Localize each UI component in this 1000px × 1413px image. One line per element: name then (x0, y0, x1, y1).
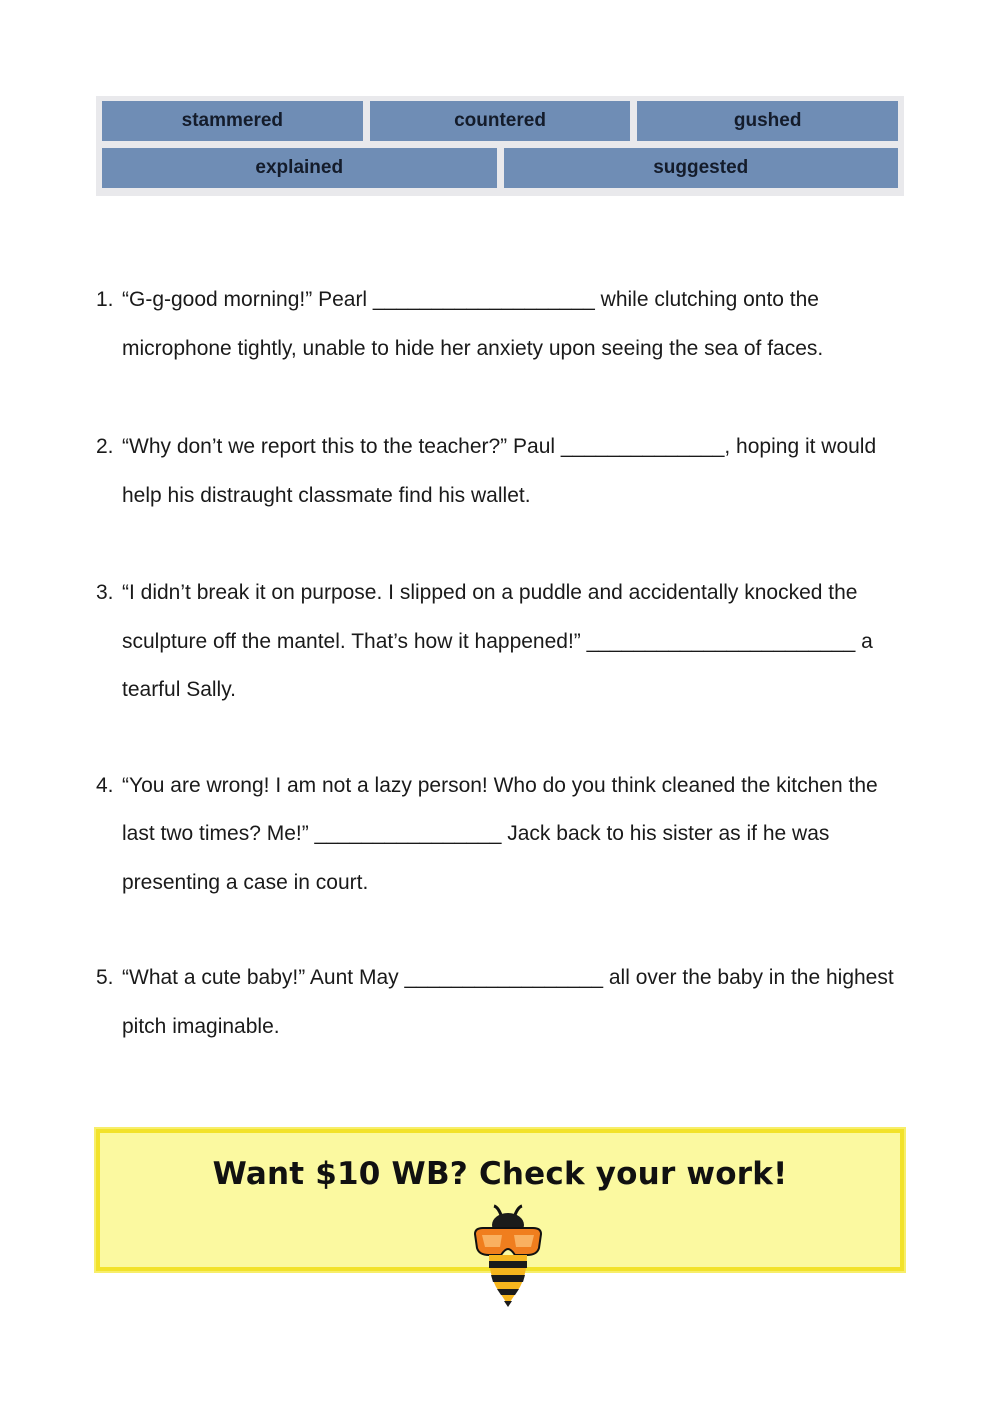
question-number: 5. (96, 966, 114, 989)
word-explained[interactable]: explained (102, 148, 497, 188)
word-gushed[interactable]: gushed (637, 101, 898, 141)
question-number: 1. (96, 288, 114, 311)
question-5 (96, 954, 908, 1051)
question-list (96, 276, 908, 1051)
word-stammered[interactable]: stammered (102, 101, 363, 141)
question-text: “G-g-good morning!” Pearl ___________________ while clutching onto the microphone tightly, unable to hide her anxiety upon seeing the sea of faces. (122, 288, 824, 360)
word-bank-row-1 (102, 101, 898, 141)
word-bank-row-2 (102, 148, 898, 188)
question-number: 4. (96, 773, 114, 797)
banner-title: Want $10 WB? Check your work! (212, 1156, 788, 1192)
bee-mascot-icon[interactable] (471, 1203, 545, 1309)
word-bank (96, 96, 904, 196)
question-number: 2. (96, 435, 114, 458)
question-4 (96, 762, 908, 908)
word-countered[interactable]: countered (370, 101, 631, 141)
question-text: “Why don’t we report this to the teacher?” Paul ______________, hoping it would help his distraught classmate find his wallet. (122, 435, 877, 507)
question-text: “What a cute baby!” Aunt May _________________ all over the baby in the highest pitch imaginable. (122, 966, 894, 1038)
word-suggested[interactable]: suggested (504, 148, 899, 188)
question-1 (96, 276, 908, 373)
question-text: “You are wrong! I am not a lazy person! Who do you think cleaned the kitchen the last two times? Me!” ________________ Jack back to his sister as if he was presenting a case in court. (122, 773, 878, 894)
question-text: “I didn’t break it on purpose. I slipped on a puddle and accidentally knocked the sculpture off the mantel. That’s how it happened!” _______________________ a tearful Sally. (122, 581, 873, 701)
question-number: 3. (96, 581, 114, 604)
question-3 (96, 569, 908, 715)
question-2 (96, 423, 908, 520)
